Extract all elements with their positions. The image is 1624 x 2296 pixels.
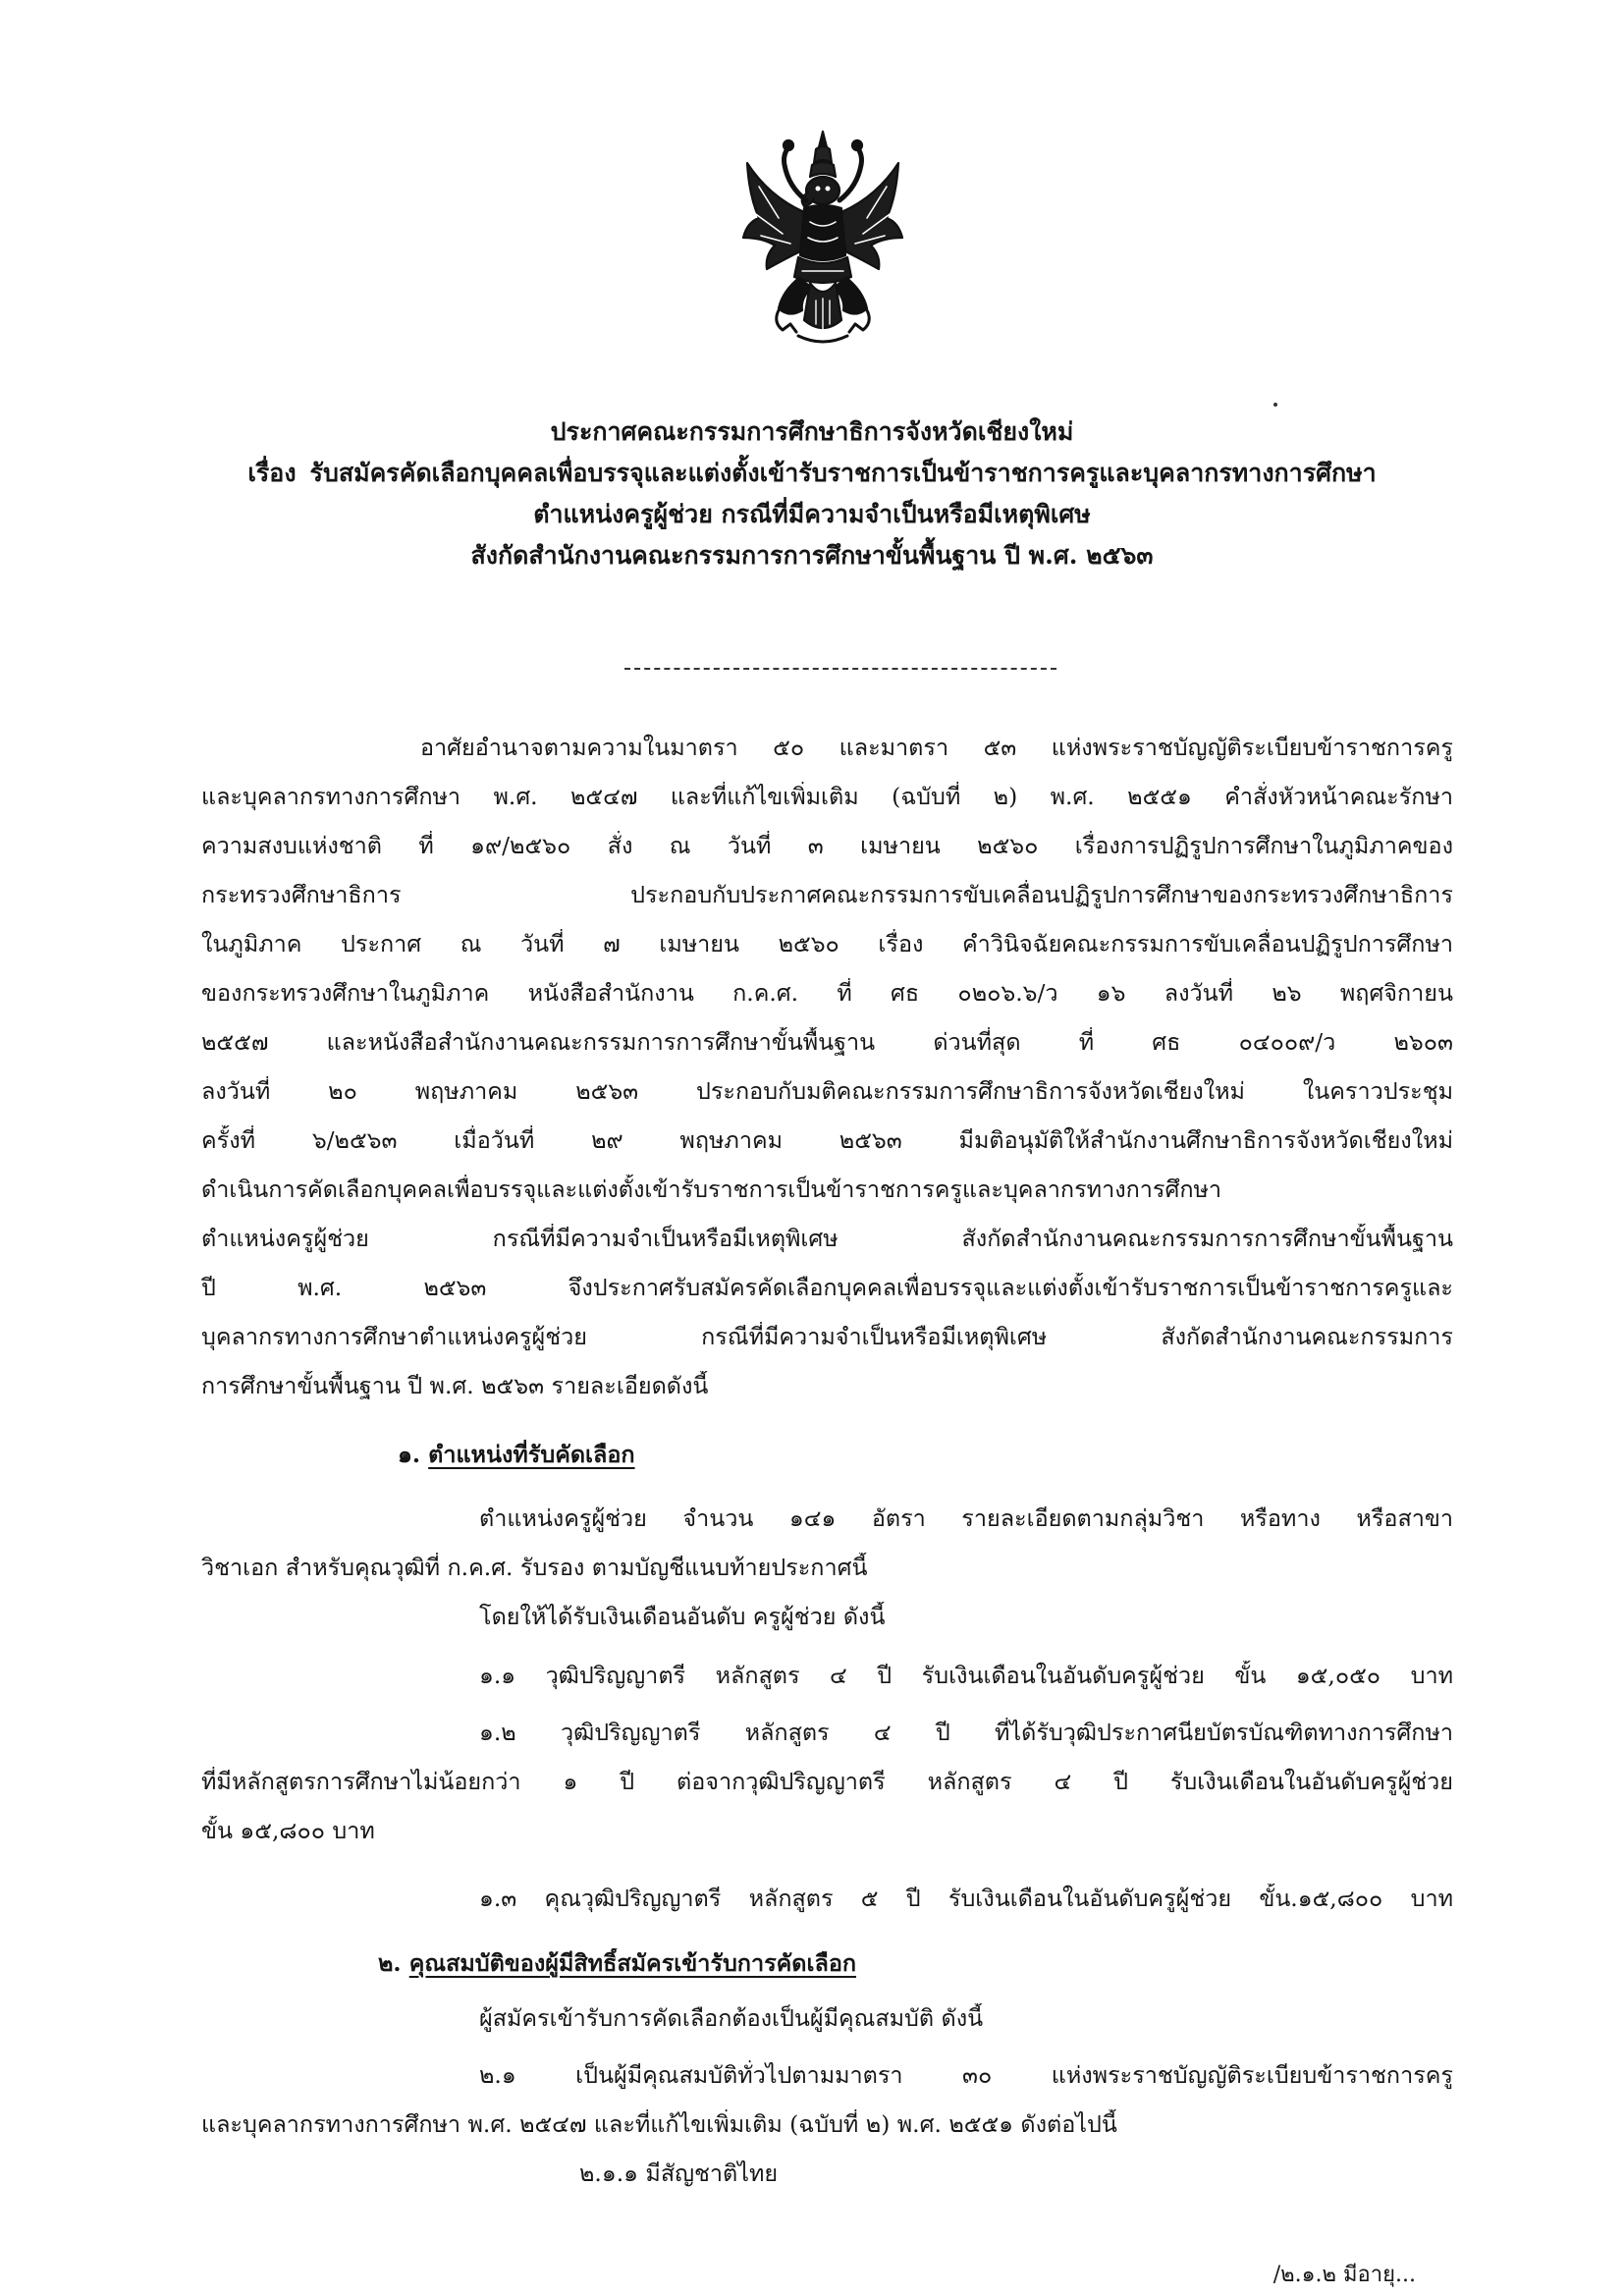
section-2-heading [378,1948,1164,1978]
subject-text-1: รับสมัครคัดเลือกบุคคลเพื่อบรรจุและแต่งตั้งเข้ารับราชการเป็นข้าราชการครูและบุคลากรทางการศึกษา [309,459,1377,487]
preamble-line: ๒๕๕๗ และหนังสือสำนักงานคณะกรรมการการศึกษาขั้นพื้นฐาน ด่วนที่สุด ที่ ศธ ๐๔๐๐๙/ว ๒๖๐๓ [201,1028,1453,1056]
preamble-line: การศึกษาขั้นพื้นฐาน ปี พ.ศ. ๒๕๖๓ รายละเอียดดังนี้ [201,1372,709,1399]
section-1-number: ๑. [398,1441,420,1468]
salary-item-1-3: ๑.๓ คุณวุฒิปริญญาตรี หลักสูตร ๕ ปี รับเงินเดือนในอันดับครูผู้ช่วย ขั้น.๑๕,๘๐๐ บาท [479,1885,1453,1912]
section-2-number: ๒. [378,1949,402,1977]
subject-label: เรื่อง [247,459,297,487]
qualification-item-2-1: และบุคลากรทางการศึกษา พ.ศ. ๒๕๔๗ และที่แก้ไขเพิ่มเติม (ฉบับที่ ๒) พ.ศ. ๒๕๕๑ ดังต่อไปนี้ [201,2110,1117,2138]
preamble-line: ปี พ.ศ. ๒๕๖๓ จึงประกาศรับสมัครคัดเลือกบุคคลเพื่อบรรจุและแต่งตั้งเข้ารับราชการเป็นข้าราชการครูและ [201,1274,1453,1301]
preamble-line: ดำเนินการคัดเลือกบุคคลเพื่อบรรจุและแต่งตั้งเข้ารับราชการเป็นข้าราชการครูและบุคลากรทางการศึกษา [201,1175,1222,1203]
subject-line-3: สังกัดสำนักงานคณะกรรมการการศึกษาขั้นพื้นฐาน ปี พ.ศ. ๒๕๖๓ [470,541,1154,570]
preamble-line: และบุคลากรทางการศึกษา พ.ศ. ๒๕๔๗ และที่แก้ไขเพิ่มเติม (ฉบับที่ ๒) พ.ศ. ๒๕๕๑ คำสั่งหัวหน้าคณะรักษา [201,783,1453,810]
section-2-intro: ผู้สมัครเข้ารับการคัดเลือกต้องเป็นผู้มีคุณสมบัติ ดังนี้ [479,2004,984,2032]
section-1-title: ตำแหน่งที่รับคัดเลือก [428,1441,635,1468]
salary-item-1-2: ๑.๒ วุฒิปริญญาตรี หลักสูตร ๔ ปี ที่ได้รับวุฒิประกาศนียบัตรบัณฑิตทางการศึกษา [479,1719,1453,1746]
preamble-line: ครั้งที่ ๖/๒๕๖๓ เมื่อวันที่ ๒๙ พฤษภาคม ๒๕๖๓ มีมติอนุมัติให้สำนักงานศึกษาธิการจังหวัดเชียงใหม่ [201,1126,1453,1154]
preamble-line: ตำแหน่งครูผู้ช่วย กรณีที่มีความจำเป็นหรือมีเหตุพิเศษ สังกัดสำนักงานคณะกรรมการการศึกษาขั้นพื้นฐาน [201,1225,1453,1252]
salary-item-1-1: ๑.๑ วุฒิปริญญาตรี หลักสูตร ๔ ปี รับเงินเดือนในอันดับครูผู้ช่วย ขั้น ๑๕,๐๕๐ บาท [479,1662,1453,1689]
preamble-line: ความสงบแห่งชาติ ที่ ๑๙/๒๕๖๐ สั่ง ณ วันที่ ๓ เมษายน ๒๕๖๐ เรื่องการปฏิรูปการศึกษาในภูมิภาคของ [201,832,1453,859]
page-continuation: /๒.๑.๒ มีอายุ... [1272,2263,1416,2287]
preamble-line: ในภูมิภาค ประกาศ ณ วันที่ ๗ เมษายน ๒๕๖๐ เรื่อง คำวินิจฉัยคณะกรรมการขับเคลื่อนปฏิรูปการศึกษา [201,930,1453,957]
preamble-line: บุคลากรทางการศึกษาตำแหน่งครูผู้ช่วย กรณีที่มีความจำเป็นหรือมีเหตุพิเศษ สังกัดสำนักงานคณะกรรมการ [201,1323,1453,1350]
qualification-item-2-1-1: ๒.๑.๑ มีสัญชาติไทย [579,2159,779,2187]
preamble-line: อาศัยอำนาจตามความในมาตรา ๕๐ และมาตรา ๕๓ แห่งพระราชบัญญัติระเบียบข้าราชการครู [420,734,1453,761]
announcement-title: ประกาศคณะกรรมการศึกษาธิการจังหวัดเชียงใหม่ [550,417,1074,446]
section-1-paragraph: วิชาเอก สำหรับคุณวุฒิที่ ก.ค.ศ. รับรอง ตามบัญชีแนบท้ายประกาศนี้ [201,1554,868,1581]
salary-item-1-2: ที่มีหลักสูตรการศึกษาไม่น้อยกว่า ๑ ปี ต่อจากวุฒิปริญญาตรี หลักสูตร ๔ ปี รับเงินเดือนในอันดับครูผู้ช่วย [201,1768,1453,1795]
section-1-heading [398,1440,987,1469]
preamble-line: ของกระทรวงศึกษาในภูมิภาค หนังสือสำนักงาน ก.ค.ศ. ที่ ศธ ๐๒๐๖.๖/ว ๑๖ ลงวันที่ ๒๖ พฤศจิกายน [201,979,1453,1007]
qualification-item-2-1: ๒.๑ เป็นผู้มีคุณสมบัติทั่วไปตามมาตรา ๓๐ แห่งพระราชบัญญัติระเบียบข้าราชการครู [479,2061,1453,2089]
section-2-title: คุณสมบัติของผู้มีสิทธิ์สมัครเข้ารับการคัดเลือก [408,1949,857,1977]
section-1-paragraph: ตำแหน่งครูผู้ช่วย จำนวน ๑๔๑ อัตรา รายละเอียดตามกลุ่มวิชา หรือทาง หรือสาขา [479,1504,1453,1532]
subject-line-2: ตำแหน่งครูผู้ช่วย กรณีที่มีความจำเป็นหรือมีเหตุพิเศษ [533,500,1091,528]
preamble-line: ลงวันที่ ๒๐ พฤษภาคม ๒๕๖๓ ประกอบกับมติคณะกรรมการศึกษาธิการจังหวัดเชียงใหม่ ในคราวประชุม [201,1077,1453,1105]
salary-intro: โดยให้ได้รับเงินเดือนอันดับ ครูผู้ช่วย ดังนี้ [479,1603,886,1630]
salary-item-1-2: ขั้น ๑๕,๘๐๐ บาท [201,1817,375,1844]
preamble-line: กระทรวงศึกษาธิการ ประกอบกับประกาศคณะกรรมการขับเคลื่อนปฏิรูปการศึกษาของกระทรวงศึกษาธิการ [201,881,1453,908]
